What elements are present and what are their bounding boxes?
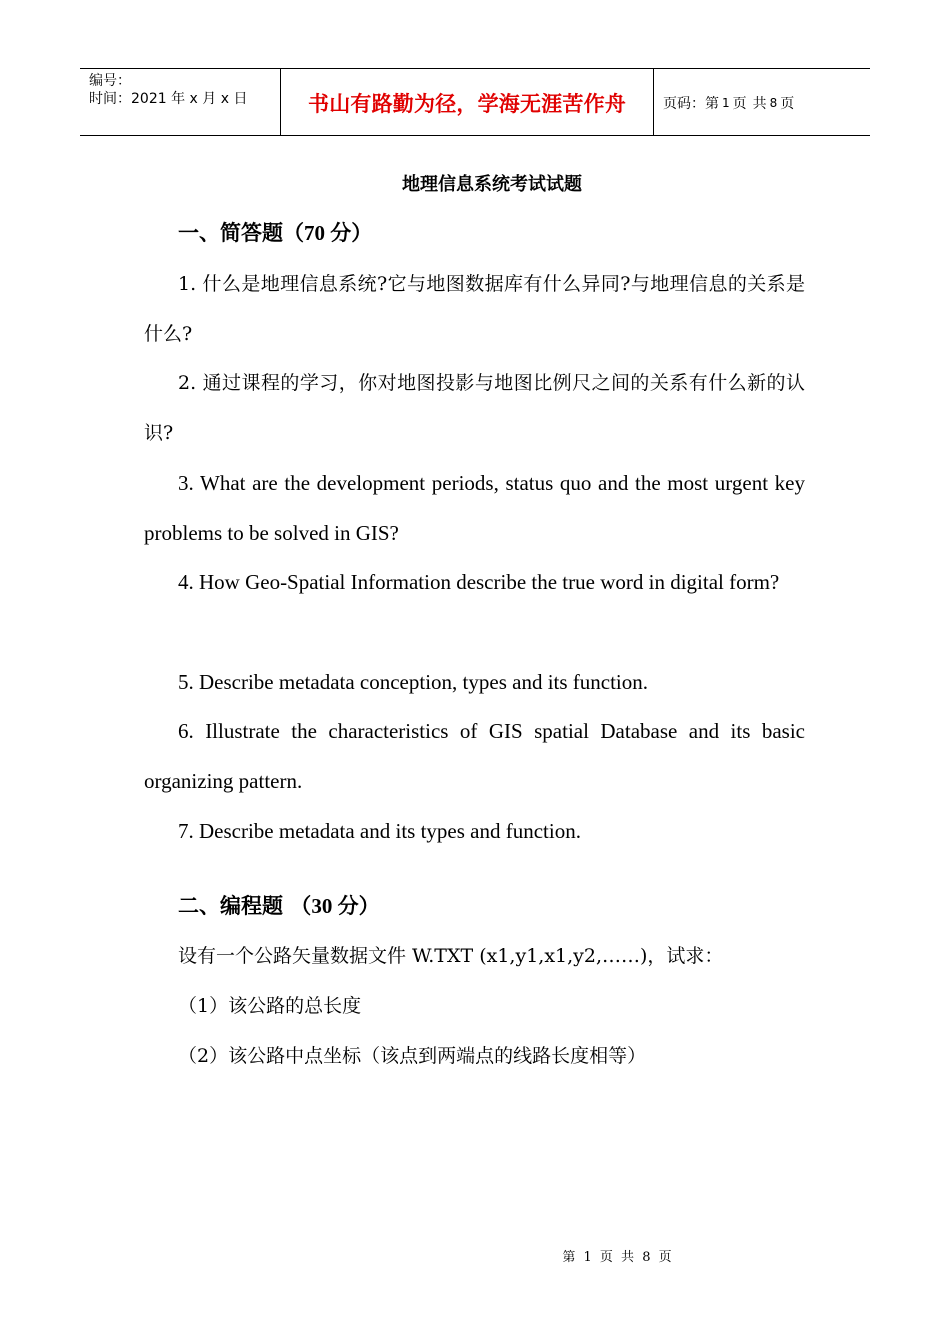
page-label-total-unit: 页 [780, 96, 795, 112]
programming-intro: 设有一个公路矢量数据文件 W.TXT (x1,y1,x1,y2,……)，试求： [178, 945, 724, 967]
question-6: 6. Illustrate the characteristics of GIS spatial Database and its basic organizing pattern. [144, 719, 805, 793]
header-motto-cell [281, 69, 654, 135]
date-text: 时间：2021 年 x 月 x 日 [89, 91, 248, 107]
question-3: 3. What are the development periods, status quo and the most urgent key problems to be solved in GIS? [144, 471, 805, 545]
question-7: 7. Describe metadata and its types and function. [178, 819, 581, 843]
section-heading-short-answer [178, 218, 372, 248]
section-points: 70 分 [304, 221, 352, 245]
document-title: 地理信息系统考试试题 [402, 174, 582, 195]
page-footer: 第 1 页 共 8 页 [562, 1250, 672, 1265]
motto-text: 书山有路勤为径，学海无涯苦作舟 [308, 92, 626, 116]
section-heading-text: 一、简答题（ [178, 221, 304, 245]
question-4: 4. How Geo-Spatial Information describe the true word in digital form? [178, 570, 780, 594]
section-heading-close: ） [358, 894, 380, 918]
page-label-unit: 页 [732, 96, 747, 112]
section-heading-close: ） [351, 221, 373, 245]
question-5: 5. Describe metadata conception, types and its function. [178, 670, 649, 694]
page-current: 1 [722, 96, 730, 110]
page-total: 8 [769, 96, 778, 110]
page-label-prefix: 页码：第 [663, 96, 719, 112]
question-2: 2. 通过课程的学习，你对地图投影与地图比例尺之间的关系有什么新的认识? [144, 372, 805, 444]
programming-item-1: （1）该公路的总长度 [178, 995, 362, 1017]
section-heading-text: 二、编程题 （ [178, 894, 312, 918]
section-points: 30 分 [311, 894, 359, 918]
question-1: 1. 什么是地理信息系统?它与地图数据库有什么异同?与地理信息的关系是什么? [144, 273, 805, 345]
programming-item-2: （2）该公路中点坐标（该点到两端点的线路长度相等） [178, 1045, 647, 1067]
header-table [80, 68, 870, 136]
serial-number-label: 编号： [89, 73, 131, 89]
header-page-cell [654, 69, 870, 135]
page-label-total-prefix: 共 [752, 96, 767, 112]
header-info-cell [80, 69, 281, 135]
section-heading-programming [178, 891, 380, 921]
